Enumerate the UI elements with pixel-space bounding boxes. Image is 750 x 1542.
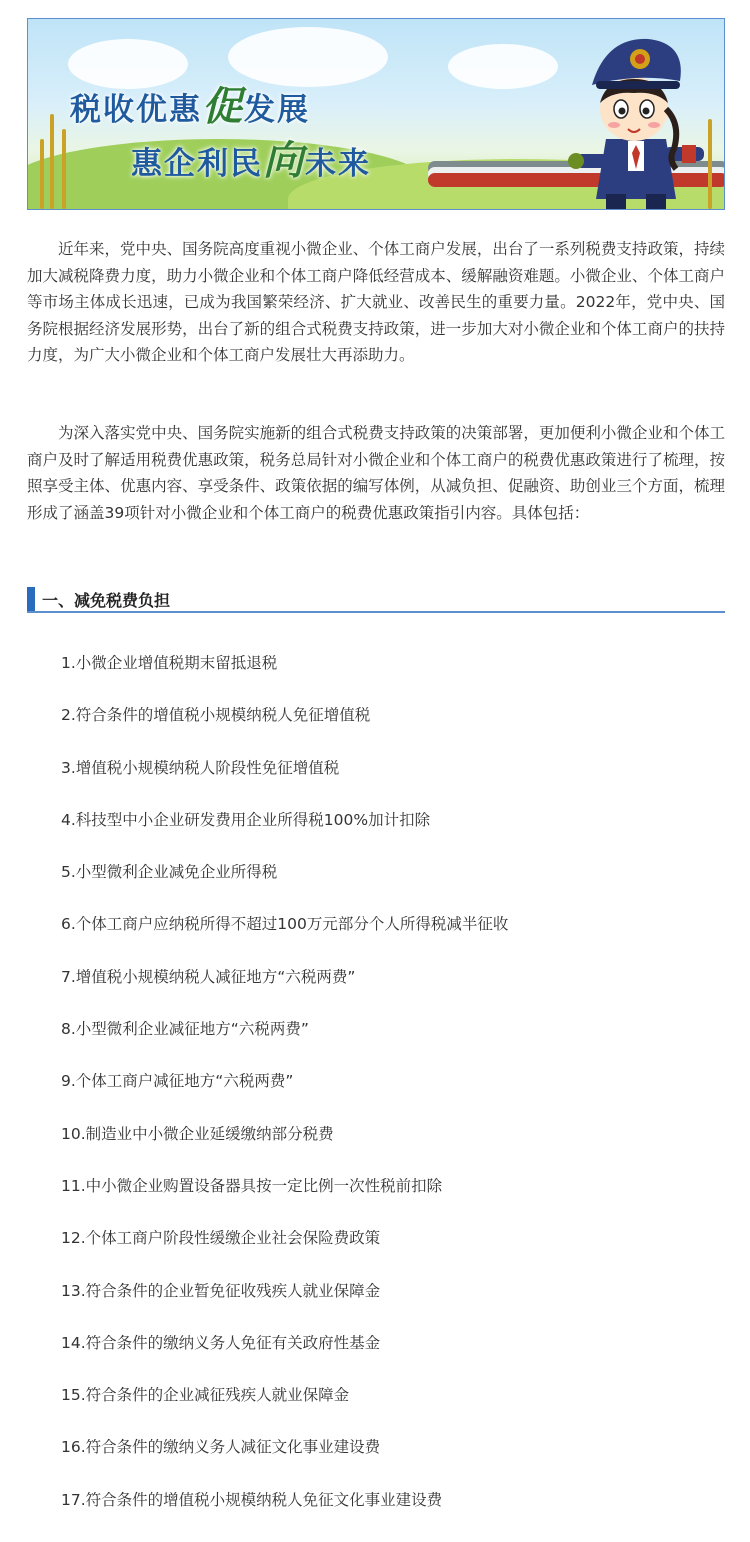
intro-paragraph-1: 近年来，党中央、国务院高度重视小微企业、个体工商户发展，出台了一系列税费支持政策，持续加大减税降费力度，助力小微企业和个体工商户降低经营成本、缓解融资难题。小微企业、个体工商户等市场主体成长迅速，已成为我国繁荣经济、扩大就业、改善民生的重要力量。2022年，党中央、国务院根据经济发展形势，出台了新的组合式税费支持政策，进一步加大对小微企业和个体工商户的扶持力度，为广大小微企业和个体工商户发展壮大再添助力。 xyxy=(27,240,725,364)
wheat-decoration xyxy=(50,114,54,209)
list-item: 7.增值税小规模纳税人减征地方“六税两费” xyxy=(61,967,356,986)
list-item: 6.个体工商户应纳税所得不超过100万元部分个人所得税减半征收 xyxy=(61,915,509,934)
list-item: 3.增值税小规模纳税人阶段性免征增值税 xyxy=(61,758,340,777)
slogan-text: 惠企利民 xyxy=(131,146,263,182)
slogan-highlight: 促 xyxy=(202,84,244,130)
list-item: 4.科技型中小企业研发费用企业所得税100%加计扣除 xyxy=(61,810,431,829)
banner-slogan-line1 xyxy=(70,75,310,132)
list-item: 2.符合条件的增值税小规模纳税人免征增值税 xyxy=(61,706,371,725)
wheat-decoration xyxy=(62,129,66,209)
cloud-decoration xyxy=(448,44,558,89)
list-item: 1.小微企业增值税期末留抵退税 xyxy=(61,654,278,672)
list-item: 11.中小微企业购置设备器具按一定比例一次性税前扣除 xyxy=(61,1176,443,1195)
slogan-highlight: 向 xyxy=(263,138,305,184)
tax-officer-mascot-icon xyxy=(556,29,716,209)
list-item: 9.个体工商户减征地方“六税两费” xyxy=(61,1072,294,1091)
list-item: 5.小型微利企业减免企业所得税 xyxy=(61,863,278,882)
list-item: 15.符合条件的企业减征残疾人就业保障金 xyxy=(61,1386,350,1405)
header-banner xyxy=(27,18,725,210)
section-marker xyxy=(27,587,35,611)
policy-list xyxy=(61,653,508,1542)
list-item: 12.个体工商户阶段性缓缴企业社会保险费政策 xyxy=(61,1229,381,1248)
list-item: 13.符合条件的企业暂免征收残疾人就业保障金 xyxy=(61,1281,381,1300)
slogan-text: 未来 xyxy=(305,146,371,182)
slogan-text: 发展 xyxy=(244,92,310,128)
banner-slogan-line2 xyxy=(131,129,371,186)
list-item: 16.符合条件的缴纳义务人减征文化事业建设费 xyxy=(61,1438,381,1457)
list-item: 8.小型微利企业减征地方“六税两费” xyxy=(61,1020,309,1039)
intro-paragraph-2: 为深入落实党中央、国务院实施新的组合式税费支持政策的决策部署，更加便利小微企业和个体工商户及时了解适用税费优惠政策，税务总局针对小微企业和个体工商户的税费优惠政策进行了梳理，按照享受主体、优惠内容、享受条件、政策依据的编写体例，从减负担、促融资、助创业三个方面，梳理形成了涵盖39项针对小微企业和个体工商户的税费优惠政策指引内容。具体包括： xyxy=(27,424,725,522)
section-title: 一、减免税费负担 xyxy=(42,591,171,610)
list-item: 10.制造业中小微企业延缓缴纳部分税费 xyxy=(61,1124,334,1143)
section-header xyxy=(27,586,725,613)
wheat-decoration xyxy=(40,139,44,209)
list-item: 14.符合条件的缴纳义务人免征有关政府性基金 xyxy=(61,1333,381,1352)
list-item: 17.符合条件的增值税小规模纳税人免征文化事业建设费 xyxy=(61,1490,443,1509)
slogan-text: 税收优惠 xyxy=(70,92,202,128)
